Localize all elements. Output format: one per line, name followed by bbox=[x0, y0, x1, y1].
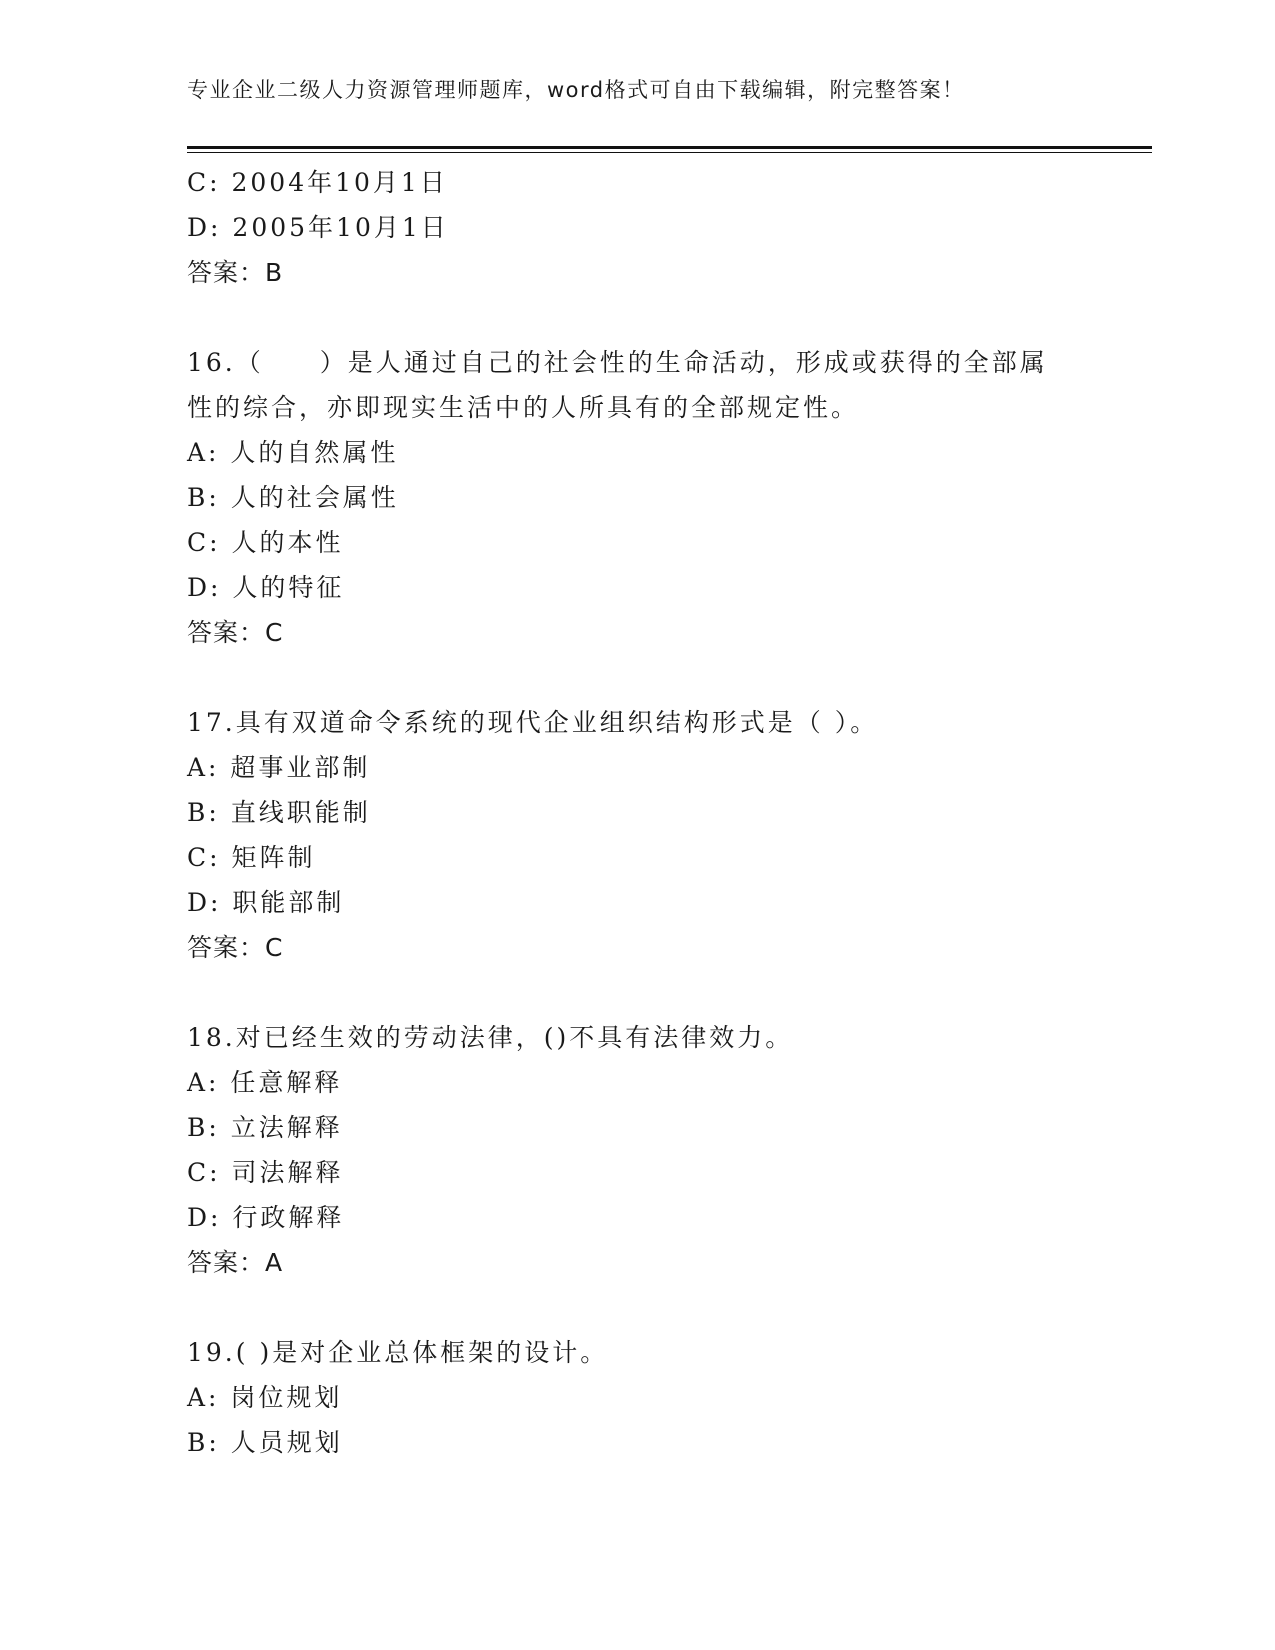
question-17 bbox=[187, 700, 1087, 970]
option-a: A: 超事业部制 bbox=[187, 753, 371, 782]
question-19 bbox=[187, 1330, 1087, 1465]
option-a: A: 任意解释 bbox=[187, 1068, 343, 1097]
answer-line: 答案：B bbox=[187, 258, 284, 287]
spacer bbox=[187, 1285, 1087, 1330]
answer-line: 答案：C bbox=[187, 933, 284, 962]
question-stem: 16.（ ）是人通过自己的社会性的生命活动，形成或获得的全部属 bbox=[187, 348, 1048, 377]
option-b: B: 立法解释 bbox=[187, 1113, 343, 1142]
spacer bbox=[187, 655, 1087, 700]
spacer bbox=[187, 295, 1087, 340]
option-d: D: 2005年10月1日 bbox=[187, 213, 449, 242]
answer-line: 答案：C bbox=[187, 618, 284, 647]
option-a: A: 岗位规划 bbox=[187, 1383, 343, 1412]
spacer bbox=[187, 970, 1087, 1015]
question-stem: 性的综合，亦即现实生活中的人所具有的全部规定性。 bbox=[187, 393, 860, 422]
option-a: A: 人的自然属性 bbox=[187, 438, 399, 467]
option-d: D: 人的特征 bbox=[187, 573, 345, 602]
option-c: C: 矩阵制 bbox=[187, 843, 316, 872]
option-c: C: 人的本性 bbox=[187, 528, 344, 557]
question-16 bbox=[187, 340, 1087, 655]
option-d: D: 行政解释 bbox=[187, 1203, 345, 1232]
option-c: C: 司法解释 bbox=[187, 1158, 344, 1187]
answer-line: 答案：A bbox=[187, 1248, 284, 1277]
option-c: C: 2004年10月1日 bbox=[187, 168, 448, 197]
question-stem: 17.具有双道命令系统的现代企业组织结构形式是（ ）。 bbox=[187, 708, 879, 737]
document-body bbox=[187, 160, 1087, 1465]
option-b: B: 人员规划 bbox=[187, 1428, 343, 1457]
question-stem: 19.( )是对企业总体框架的设计。 bbox=[187, 1338, 609, 1367]
header-rule-thick bbox=[187, 146, 1152, 149]
option-d: D: 职能部制 bbox=[187, 888, 345, 917]
question-18 bbox=[187, 1015, 1087, 1285]
header-rule-thin bbox=[187, 152, 1152, 153]
option-b: B: 人的社会属性 bbox=[187, 483, 399, 512]
question-stem: 18.对已经生效的劳动法律，()不具有法律效力。 bbox=[187, 1023, 794, 1052]
page-header: 专业企业二级人力资源管理师题库，word格式可自由下载编辑，附完整答案！ bbox=[187, 78, 965, 102]
option-b: B: 直线职能制 bbox=[187, 798, 371, 827]
prev-question-block bbox=[187, 160, 1087, 295]
